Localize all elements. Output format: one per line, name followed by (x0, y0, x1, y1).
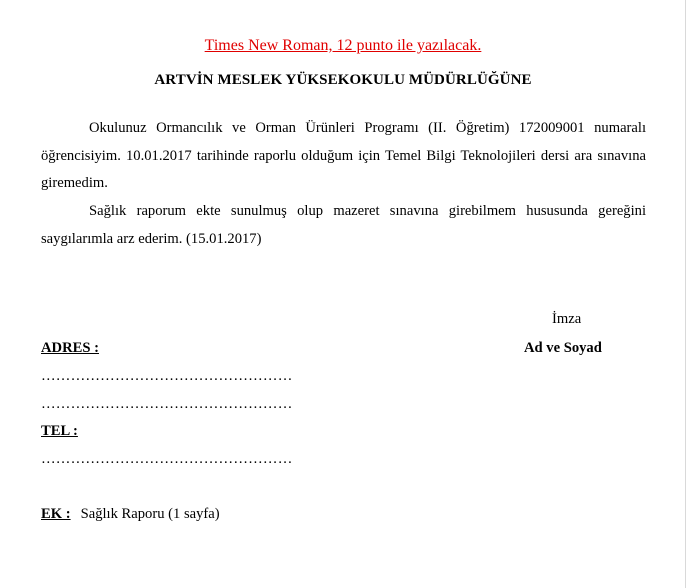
attachment-text: Sağlık Raporu (1 sayfa) (80, 506, 220, 522)
address-label: ADRES : (41, 340, 99, 356)
body-paragraph-1-text: Okulunuz Ormancılık ve Orman Ürünleri Programı (II. Öğretim) 172009001 numaralı öğrencisiyim. 10.01.2017 tarihinde raporlu olduğum için Temel Bilgi Teknolojileri dersi ara sınavına giremedim. (41, 120, 646, 191)
attachment-row (41, 506, 220, 523)
body-paragraph-1 (41, 115, 646, 198)
attachment-label: EK : (41, 506, 71, 522)
address-line-2: …………………………………………… (41, 396, 293, 412)
tel-label: TEL : (41, 423, 78, 439)
body-paragraph-2 (41, 198, 646, 253)
address-line-1: …………………………………………… (41, 368, 293, 384)
signature-name: Ad ve Soyad (524, 340, 602, 356)
body-paragraph-2-text: Sağlık raporum ekte sunulmuş olup mazeret sınavına girebilmem hususunda gereğini saygılarımla arz ederim. (15.01.2017) (41, 203, 646, 247)
document-heading: ARTVİN MESLEK YÜKSEKOKULU MÜDÜRLÜĞÜNE (154, 72, 532, 88)
signature-label: İmza (552, 311, 582, 327)
tel-line: …………………………………………… (41, 451, 293, 467)
formatting-note: Times New Roman, 12 punto ile yazılacak. (204, 37, 482, 54)
